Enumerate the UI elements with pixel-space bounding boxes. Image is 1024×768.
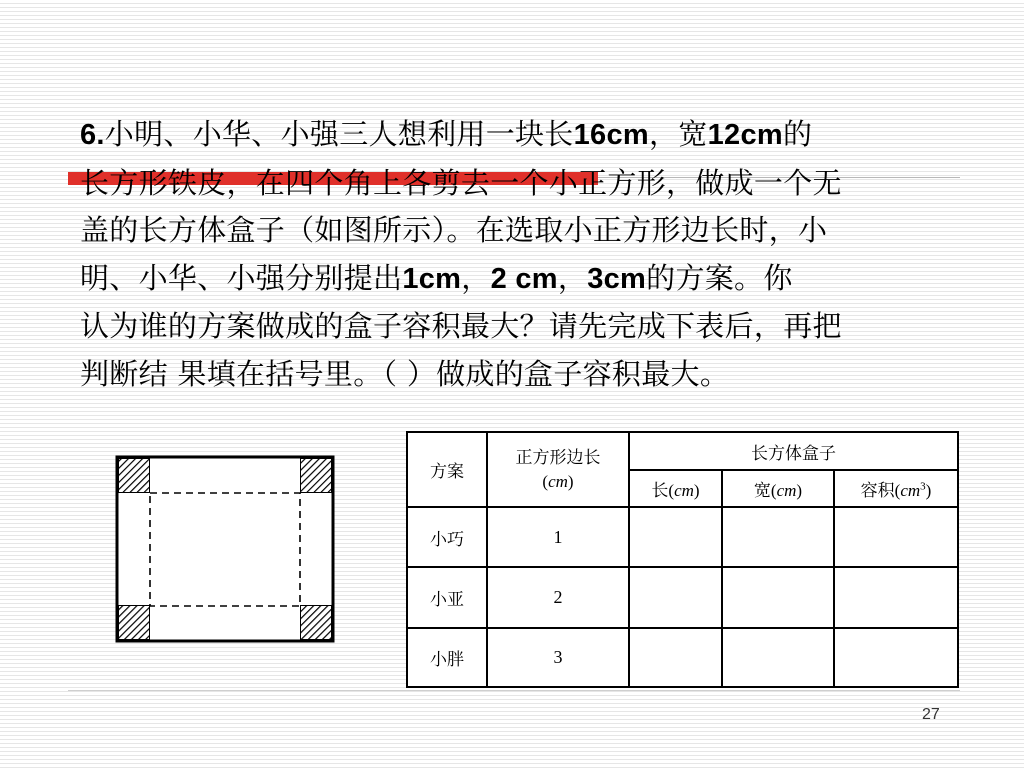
- row-width-cell[interactable]: [722, 507, 834, 567]
- problem-line: [80, 303, 985, 351]
- problem-segment: ，: [461, 260, 491, 295]
- problem-segment: 长方形铁皮，在四个角上各剪去一个小正方形，做成一个无: [80, 165, 842, 200]
- row-side: 2: [487, 567, 629, 628]
- header-length: 长(cm): [629, 470, 722, 507]
- row-side: 1: [487, 507, 629, 567]
- row-width-cell[interactable]: [722, 567, 834, 628]
- problem-segment: 判断结 果填在括号里。（ ）做成的盒子容积最大。: [80, 356, 730, 391]
- header-volume: 容积$(cm^3)$: [834, 470, 958, 507]
- problem-line: [80, 255, 985, 304]
- row-name: 小巧: [407, 507, 487, 567]
- problem-segment: 的方案。你: [646, 260, 793, 295]
- problem-emphasis: 3cm: [587, 262, 647, 295]
- header-side-length: 正方形边长 (cm): [487, 432, 629, 507]
- row-volume-cell[interactable]: [834, 628, 958, 687]
- problem-text: [80, 111, 985, 398]
- table-row: [407, 628, 958, 687]
- problem-segment: 的: [782, 117, 813, 151]
- problem-segment: 认为谁的方案做成的盒子容积最大？请先完成下表后，再把: [80, 309, 842, 343]
- problem-emphasis: 2 cm: [490, 262, 558, 295]
- footer-divider: [68, 690, 960, 691]
- box-net-figure: [112, 453, 338, 645]
- page-number: 27: [922, 706, 940, 723]
- row-width-cell[interactable]: [722, 628, 834, 687]
- row-length-cell[interactable]: [629, 628, 722, 687]
- volume-table: [406, 431, 959, 688]
- problem-segment: 明、小华、小强分别提出: [80, 260, 403, 295]
- problem-line: [80, 111, 985, 160]
- row-length-cell[interactable]: [629, 567, 722, 628]
- row-name: 小亚: [407, 567, 487, 628]
- problem-emphasis: 16cm: [573, 119, 649, 151]
- corner-square-top-left: [119, 459, 150, 493]
- problem-emphasis: 12cm: [707, 119, 783, 151]
- header-width: 宽(cm): [722, 470, 834, 507]
- problem-emphasis: 6.: [80, 119, 105, 151]
- problem-segment: ，宽: [648, 117, 708, 151]
- header-scheme: 方案: [407, 432, 487, 507]
- problem-emphasis: 1cm: [402, 262, 462, 295]
- problem-line: [80, 207, 985, 255]
- problem-segment: 盖的长方体盒子（如图所示）。在选取小正方形边长时，小: [80, 213, 828, 247]
- problem-line: [80, 160, 985, 208]
- row-name: 小胖: [407, 628, 487, 687]
- row-volume-cell[interactable]: [834, 507, 958, 567]
- table-row: [407, 507, 958, 567]
- row-volume-cell[interactable]: [834, 567, 958, 628]
- problem-segment: ，: [557, 260, 588, 295]
- corner-square-bottom-left: [119, 606, 150, 640]
- row-length-cell[interactable]: [629, 507, 722, 567]
- problem-line: [80, 351, 985, 399]
- corner-square-top-right: [301, 459, 332, 493]
- table-row: [407, 567, 958, 628]
- row-side: 3: [487, 628, 629, 687]
- corner-square-bottom-right: [301, 606, 332, 640]
- header-box: 长方体盒子: [629, 432, 958, 470]
- problem-segment: 小明、小华、小强三人想利用一块长: [104, 117, 574, 151]
